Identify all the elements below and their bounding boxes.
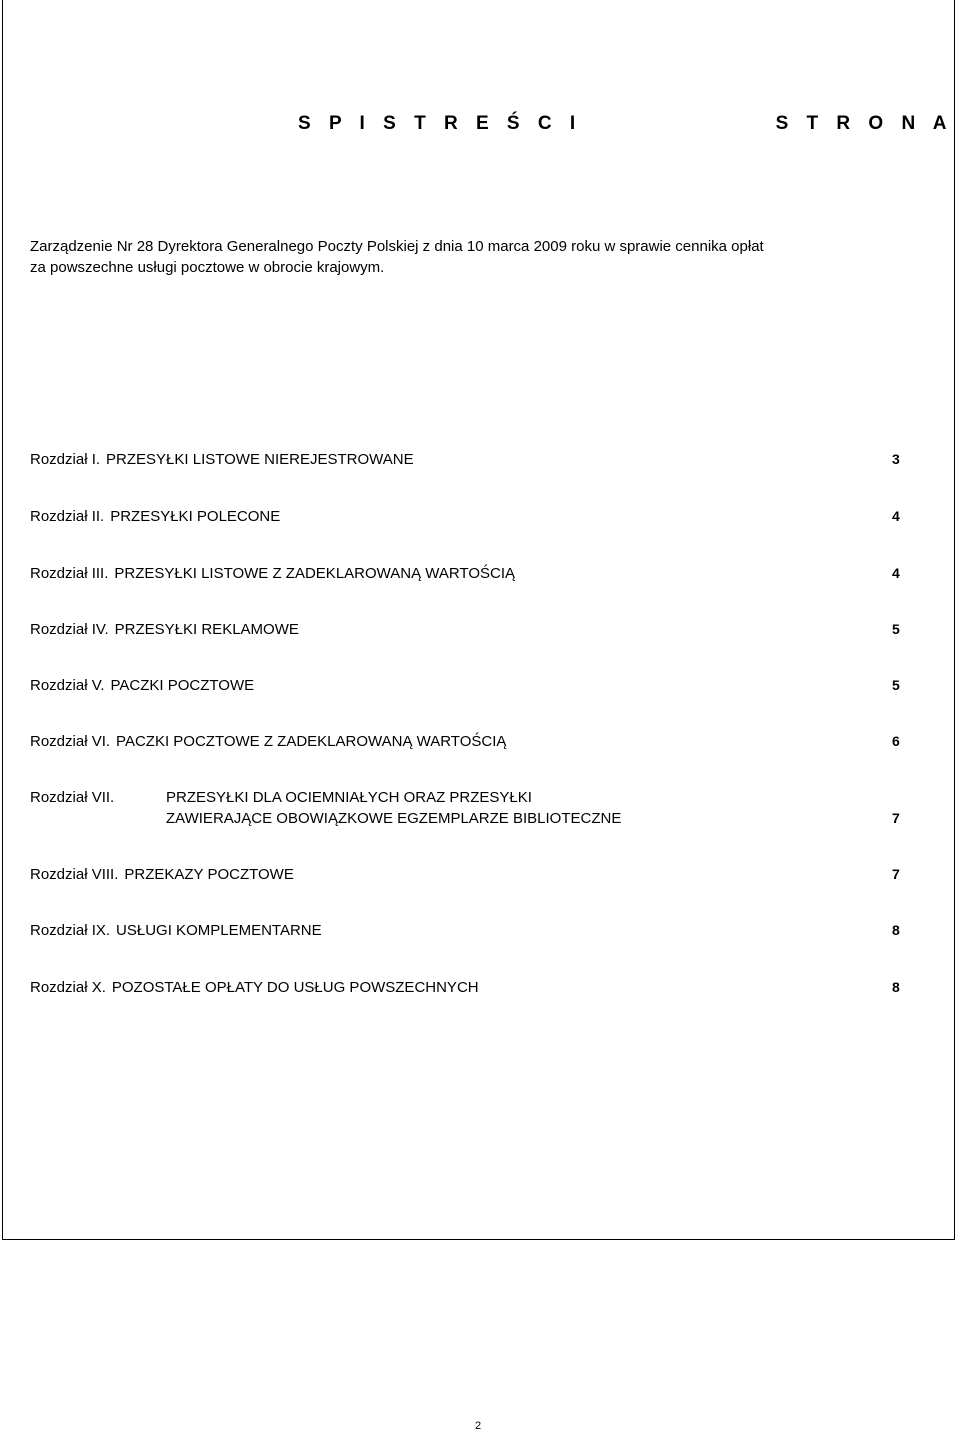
toc-page-number: 6 (892, 733, 900, 749)
toc-chapter-title: PRZESYŁKI LISTOWE NIEREJESTROWANE (106, 451, 414, 468)
toc-chapter-title: PRZESYŁKI REKLAMOWE (114, 621, 299, 638)
toc-chapter-label: Rozdział VII. (30, 789, 115, 806)
toc-chapter-title: POZOSTAŁE OPŁATY DO USŁUG POWSZECHNYCH (111, 979, 479, 996)
page-column-heading: S T R O N A (775, 113, 953, 134)
intro-paragraph (30, 236, 910, 278)
toc-entry-4 (30, 619, 299, 640)
toc-chapter-label: Rozdział IX. (30, 922, 111, 939)
toc-chapter-title (166, 787, 621, 829)
toc-page-number: 4 (892, 508, 900, 524)
toc-entry-6 (30, 731, 506, 752)
toc-chapter-title: PRZESYŁKI LISTOWE Z ZADEKLAROWANĄ WARTOŚCIĄ (114, 565, 516, 582)
toc-page-number: 4 (892, 565, 900, 581)
toc-chapter-title: USŁUGI KOMPLEMENTARNE (116, 922, 322, 939)
toc-entry-8 (30, 864, 294, 885)
toc-chapter-title: PRZEKAZY POCZTOWE (124, 866, 294, 883)
toc-entry-5 (30, 675, 254, 696)
toc-entry-1 (30, 449, 414, 470)
toc-chapter-title-line-2: ZAWIERAJĄCE OBOWIĄZKOWE EGZEMPLARZE BIBLIOTECZNE (166, 810, 622, 827)
toc-chapter-label: Rozdział VI. (30, 733, 111, 750)
intro-line-2: za powszechne usługi pocztowe w obrocie krajowym. (30, 259, 385, 276)
toc-page-number: 8 (892, 979, 900, 995)
toc-chapter-label: Rozdział I. (30, 451, 101, 468)
toc-chapter-label: Rozdział V. (30, 677, 105, 694)
toc-chapter-label: Rozdział II. (30, 508, 105, 525)
toc-chapter-title: PRZESYŁKI POLECONE (110, 508, 281, 525)
toc-chapter-label: Rozdział VIII. (30, 866, 119, 883)
toc-chapter-label: Rozdział X. (30, 979, 106, 996)
footer-page-number: 2 (475, 1420, 482, 1432)
toc-chapter-title-line-1: PRZESYŁKI DLA OCIEMNIAŁYCH ORAZ PRZESYŁKI (166, 789, 532, 806)
toc-page-number: 5 (892, 677, 900, 693)
contents-heading: S P I S T R E Ś C I (298, 113, 582, 134)
toc-page-number: 8 (892, 922, 900, 938)
toc-chapter-label: Rozdział III. (30, 565, 109, 582)
toc-chapter-label: Rozdział IV. (30, 621, 109, 638)
toc-page-number: 7 (892, 810, 900, 826)
toc-entry-7 (30, 787, 890, 829)
toc-entry-9 (30, 920, 322, 941)
toc-page-number: 3 (892, 451, 900, 467)
toc-page-number: 5 (892, 621, 900, 637)
toc-page-number: 7 (892, 866, 900, 882)
toc-entry-10 (30, 977, 479, 998)
toc-chapter-title: PACZKI POCZTOWE Z ZADEKLAROWANĄ WARTOŚCIĄ (116, 733, 507, 750)
toc-entry-3 (30, 563, 515, 584)
toc-chapter-title: PACZKI POCZTOWE (110, 677, 255, 694)
intro-line-1: Zarządzenie Nr 28 Dyrektora Generalnego Poczty Polskiej z dnia 10 marca 2009 roku w sprawie cennika opłat (30, 238, 764, 255)
toc-entry-2 (30, 506, 280, 527)
